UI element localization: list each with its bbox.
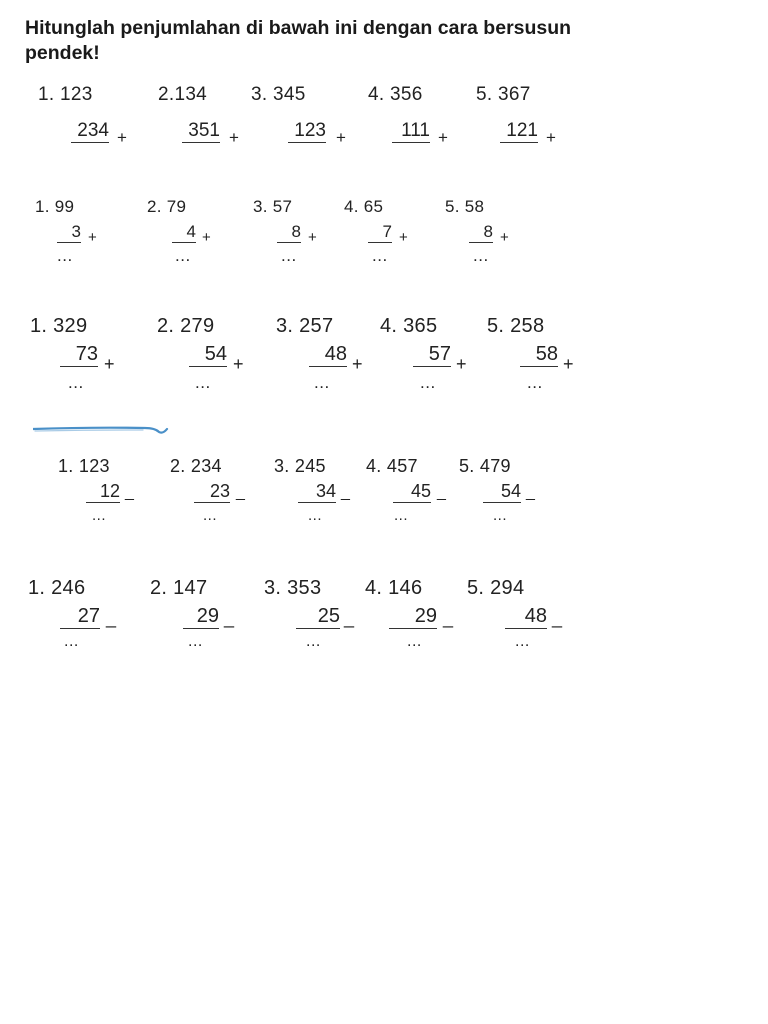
problem-number: 2. 279: [157, 315, 215, 337]
operator-sign: +: [233, 354, 244, 374]
problem-number: 5. 479: [459, 456, 511, 476]
problem-number: 1. 123: [38, 84, 93, 105]
problem-number: 5. 294: [467, 577, 525, 599]
problem-number: 3. 245: [274, 456, 326, 476]
addend-value: 23: [194, 481, 230, 503]
answer-placeholder: ...: [175, 246, 191, 265]
operator-sign: +: [117, 128, 127, 147]
answer-placeholder: ...: [394, 507, 409, 524]
operator-sign: +: [438, 128, 448, 147]
problem-number: 1. 99: [35, 197, 75, 216]
operator-sign: +: [546, 128, 556, 147]
addend-value: 12: [86, 481, 120, 503]
addend-value: 7: [368, 222, 392, 243]
addend-value: 121: [500, 120, 538, 143]
answer-placeholder: ...: [92, 507, 107, 524]
addend-value: 8: [469, 222, 493, 243]
answer-placeholder: ...: [527, 373, 543, 392]
addend-value: 29: [183, 605, 219, 629]
operator-sign: +: [88, 229, 97, 246]
answer-placeholder: ...: [68, 373, 84, 392]
addend-value: 29: [389, 605, 437, 629]
answer-placeholder: ...: [308, 507, 323, 524]
problem-number: 3. 353: [264, 577, 322, 599]
problem-number: 2. 79: [147, 197, 187, 216]
answer-placeholder: ...: [473, 246, 489, 265]
operator-sign: _: [443, 608, 454, 628]
addend-value: 3: [57, 222, 81, 243]
addend-value: 123: [288, 120, 326, 143]
problem-number: 4. 356: [368, 84, 423, 105]
answer-placeholder: ...: [57, 246, 73, 265]
addend-value: 54: [483, 481, 521, 503]
operator-sign: _: [526, 484, 535, 501]
addend-value: 45: [393, 481, 431, 503]
operator-sign: +: [308, 229, 317, 246]
answer-placeholder: ...: [195, 373, 211, 392]
answer-placeholder: ...: [281, 246, 297, 265]
problem-number: 4. 365: [380, 315, 438, 337]
problem-number: 5. 58: [445, 197, 485, 216]
addend-value: 8: [277, 222, 301, 243]
problem-number: 2. 234: [170, 456, 222, 476]
addend-value: 73: [60, 343, 98, 367]
problem-number: 5. 367: [476, 84, 531, 105]
problem-number: 1. 123: [58, 456, 110, 476]
operator-sign: _: [106, 608, 117, 628]
problem-number: 5. 258: [487, 315, 545, 337]
problem-number: 2. 147: [150, 577, 208, 599]
addend-value: 54: [189, 343, 227, 367]
operator-sign: +: [104, 354, 115, 374]
answer-placeholder: ...: [407, 633, 422, 650]
operator-sign: _: [236, 484, 245, 501]
operator-sign: _: [125, 484, 134, 501]
operator-sign: +: [563, 354, 574, 374]
operator-sign: +: [456, 354, 467, 374]
problem-number: 3. 345: [251, 84, 306, 105]
blue-underline-divider: [33, 424, 173, 438]
operator-sign: +: [202, 229, 211, 246]
addend-value: 58: [520, 343, 558, 367]
operator-sign: _: [341, 484, 350, 501]
operator-sign: +: [500, 229, 509, 246]
problem-number: 4. 65: [344, 197, 384, 216]
answer-placeholder: ...: [515, 633, 530, 650]
problem-number: 2.134: [158, 84, 208, 105]
problem-number: 3. 57: [253, 197, 293, 216]
addend-value: 48: [505, 605, 547, 629]
answer-placeholder: ...: [64, 633, 79, 650]
addend-value: 25: [296, 605, 340, 629]
page-title: Hitunglah penjumlahan di bawah ini dengan cara bersusun pendek!: [25, 17, 572, 64]
addend-value: 57: [413, 343, 451, 367]
addend-value: 234: [71, 120, 109, 143]
problem-number: 1. 329: [30, 315, 88, 337]
operator-sign: +: [336, 128, 346, 147]
answer-placeholder: ...: [420, 373, 436, 392]
operator-sign: +: [352, 354, 363, 374]
operator-sign: _: [224, 608, 235, 628]
answer-placeholder: ...: [306, 633, 321, 650]
problem-number: 1. 246: [28, 577, 86, 599]
operator-sign: _: [437, 484, 446, 501]
addend-value: 48: [309, 343, 347, 367]
operator-sign: +: [229, 128, 239, 147]
addend-value: 351: [182, 120, 220, 143]
addend-value: 27: [60, 605, 100, 629]
problem-number: 4. 457: [366, 456, 418, 476]
answer-placeholder: ...: [314, 373, 330, 392]
operator-sign: +: [399, 229, 408, 246]
operator-sign: _: [552, 608, 563, 628]
answer-placeholder: ...: [188, 633, 203, 650]
problem-number: 3. 257: [276, 315, 334, 337]
addend-value: 111: [392, 120, 430, 143]
addend-value: 4: [172, 222, 196, 243]
answer-placeholder: ...: [203, 507, 218, 524]
answer-placeholder: ...: [372, 246, 388, 265]
addend-value: 34: [298, 481, 336, 503]
answer-placeholder: ...: [493, 507, 508, 524]
problem-number: 4. 146: [365, 577, 423, 599]
operator-sign: _: [344, 608, 355, 628]
